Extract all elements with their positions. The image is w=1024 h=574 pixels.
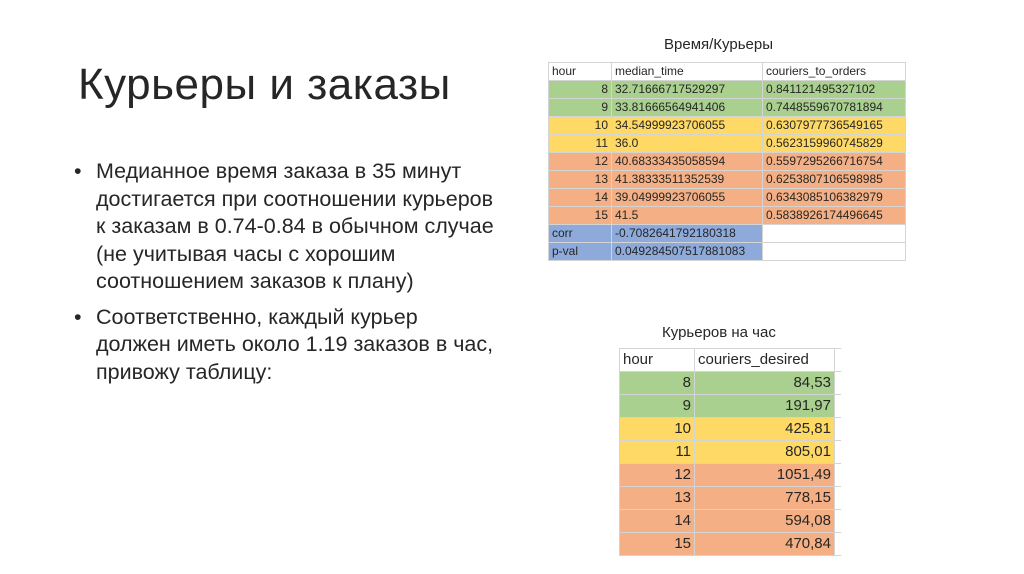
table1-title: Время/Курьеры bbox=[664, 36, 773, 53]
bullet-item: • Соответственно, каждый курьер должен иметь около 1.19 заказов в час, привожу таблицу: bbox=[74, 304, 494, 387]
stat-label: corr bbox=[549, 225, 612, 243]
table2-title: Курьеров на час bbox=[662, 324, 776, 341]
cell-ratio: 0.6307977736549165 bbox=[763, 117, 906, 135]
cell-median-time: 40.68333435058594 bbox=[612, 153, 763, 171]
cell-hour: 12 bbox=[620, 464, 695, 487]
cell-couriers-desired: 191,97 bbox=[695, 395, 835, 418]
cell-hour: 8 bbox=[549, 81, 612, 99]
cell-median-time: 41.38333511352539 bbox=[612, 171, 763, 189]
bullet-item: • Медианное время заказа в 35 минут достигается при соотношении курьеров к заказам в 0.74-0.84 в обычном случае (не учитывая часы с хорошим соотношением заказов к плану) bbox=[74, 158, 494, 296]
table-row bbox=[620, 533, 842, 556]
cell-ratio: 0.5623159960745829 bbox=[763, 135, 906, 153]
edge-cell bbox=[835, 372, 842, 395]
cell-couriers-desired: 1051,49 bbox=[695, 464, 835, 487]
cell-hour: 15 bbox=[620, 533, 695, 556]
edge-cell bbox=[835, 533, 842, 556]
table-row bbox=[620, 395, 842, 418]
cell-couriers-desired: 470,84 bbox=[695, 533, 835, 556]
cell-hour: 10 bbox=[549, 117, 612, 135]
cell-median-time: 32.71666717529297 bbox=[612, 81, 763, 99]
cell-ratio: 0.5838926174496645 bbox=[763, 207, 906, 225]
table-row bbox=[549, 189, 906, 207]
cell-hour: 12 bbox=[549, 153, 612, 171]
cell-ratio: 0.7448559670781894 bbox=[763, 99, 906, 117]
table-header-row bbox=[549, 63, 906, 81]
cell-hour: 13 bbox=[620, 487, 695, 510]
cell-couriers-desired: 84,53 bbox=[695, 372, 835, 395]
cell-hour: 11 bbox=[620, 441, 695, 464]
header-couriers-desired: couriers_desired bbox=[695, 349, 835, 372]
cell-hour: 11 bbox=[549, 135, 612, 153]
table-row bbox=[549, 171, 906, 189]
cell-hour: 14 bbox=[620, 510, 695, 533]
cell-median-time: 36.0 bbox=[612, 135, 763, 153]
table-row bbox=[620, 510, 842, 533]
header-median-time: median_time bbox=[612, 63, 763, 81]
edge-cell bbox=[835, 395, 842, 418]
table-row bbox=[549, 81, 906, 99]
header-hour: hour bbox=[549, 63, 612, 81]
cell-ratio: 0.6343085106382979 bbox=[763, 189, 906, 207]
cell-couriers-desired: 594,08 bbox=[695, 510, 835, 533]
bullet-list bbox=[74, 158, 494, 394]
edge-cell bbox=[835, 441, 842, 464]
edge-cell bbox=[835, 464, 842, 487]
table-header-row bbox=[620, 349, 842, 372]
cell-hour: 14 bbox=[549, 189, 612, 207]
table-row bbox=[549, 117, 906, 135]
table-row bbox=[620, 487, 842, 510]
header-hour: hour bbox=[620, 349, 695, 372]
table-row bbox=[549, 153, 906, 171]
couriers-per-hour-table bbox=[619, 348, 841, 556]
empty-cell bbox=[763, 225, 906, 243]
table-row bbox=[549, 135, 906, 153]
stat-label: p-val bbox=[549, 243, 612, 261]
stat-value: -0.7082641792180318 bbox=[612, 225, 763, 243]
cell-median-time: 41.5 bbox=[612, 207, 763, 225]
table-row bbox=[620, 418, 842, 441]
stats-row bbox=[549, 225, 906, 243]
cell-couriers-desired: 805,01 bbox=[695, 441, 835, 464]
table-row bbox=[620, 441, 842, 464]
cell-hour: 9 bbox=[620, 395, 695, 418]
cell-median-time: 39.04999923706055 bbox=[612, 189, 763, 207]
cell-hour: 13 bbox=[549, 171, 612, 189]
cell-ratio: 0.5597295266716754 bbox=[763, 153, 906, 171]
cell-couriers-desired: 778,15 bbox=[695, 487, 835, 510]
edge-cell bbox=[835, 349, 842, 372]
cell-hour: 10 bbox=[620, 418, 695, 441]
slide-title: Курьеры и заказы bbox=[78, 60, 451, 109]
cell-couriers-desired: 425,81 bbox=[695, 418, 835, 441]
stats-row bbox=[549, 243, 906, 261]
empty-cell bbox=[763, 243, 906, 261]
cell-ratio: 0.6253807106598985 bbox=[763, 171, 906, 189]
cell-hour: 15 bbox=[549, 207, 612, 225]
table-row bbox=[620, 464, 842, 487]
table-row bbox=[549, 99, 906, 117]
edge-cell bbox=[835, 510, 842, 533]
cell-ratio: 0.841121495327102 bbox=[763, 81, 906, 99]
cell-hour: 8 bbox=[620, 372, 695, 395]
edge-cell bbox=[835, 487, 842, 510]
stat-value: 0.049284507517881083 bbox=[612, 243, 763, 261]
cell-hour: 9 bbox=[549, 99, 612, 117]
header-couriers-to-orders: couriers_to_orders bbox=[763, 63, 906, 81]
table-row bbox=[620, 372, 842, 395]
table-row bbox=[549, 207, 906, 225]
cell-median-time: 34.54999923706055 bbox=[612, 117, 763, 135]
time-couriers-table bbox=[548, 62, 906, 261]
cell-median-time: 33.81666564941406 bbox=[612, 99, 763, 117]
edge-cell bbox=[835, 418, 842, 441]
